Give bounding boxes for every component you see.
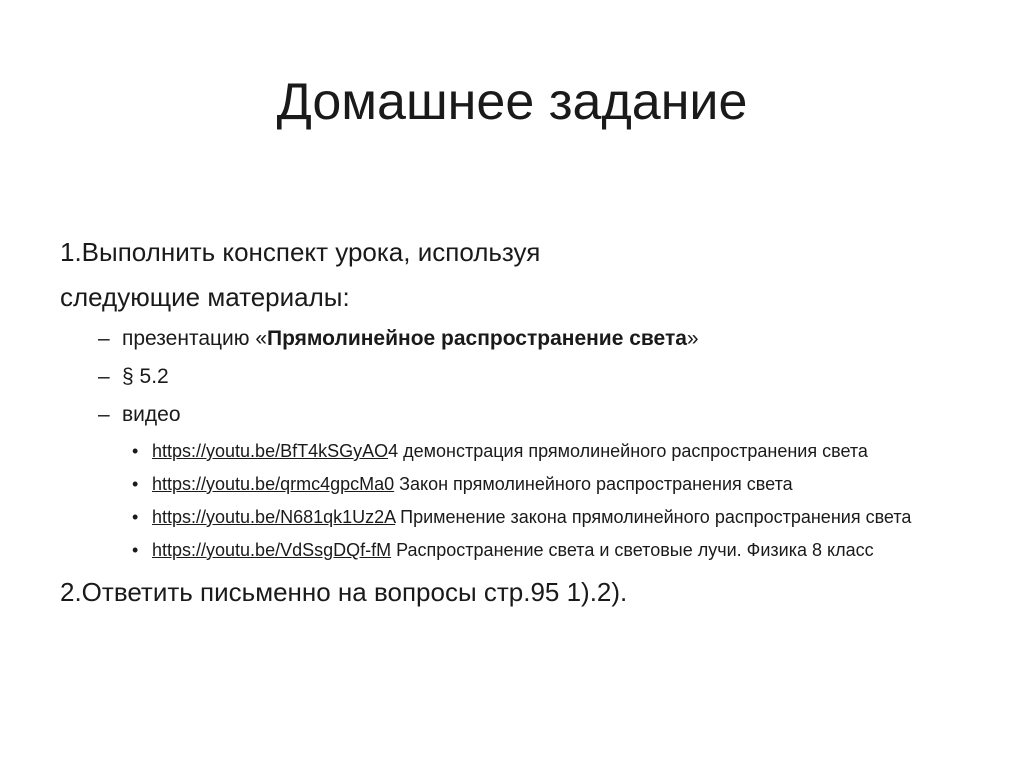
video-item-2 [132,471,980,498]
video-desc-3: Применение закона прямолинейного распространения света [395,507,912,527]
dash-marker: – [98,365,110,388]
material-paragraph-text: § 5.2 [122,365,169,388]
task-1-line-1: 1.Выполнить конспект урока, используя [60,237,541,267]
video-link-4[interactable]: https://youtu.be/VdSsgDQf-fM [152,540,392,560]
video-link-1-tail: 4 [388,441,399,461]
bullet-marker: • [132,441,139,461]
bullet-marker: • [132,540,139,560]
video-item-3 [132,504,980,531]
video-desc-2: Закон прямолинейного распространения света [394,474,793,494]
material-video-text: видео [122,403,181,426]
task-2: 2.Ответить письменно на вопросы стр.95 1).2). [60,577,628,607]
bullet-marker: • [132,474,139,494]
video-link-2[interactable]: https://youtu.be/qrmc4gpcMa0 [152,474,395,494]
video-desc-4: Распространение света и световые лучи. Физика 8 класс [391,540,874,560]
slide-title: Домашнее задание [276,73,748,131]
material-presentation-prefix: презентацию « [122,327,268,350]
material-video [98,396,980,434]
bullet-marker: • [132,507,139,527]
video-link-1[interactable]: https://youtu.be/BfT4kSGyAO [152,441,389,461]
task-1-line-2: следующие материалы: [60,282,350,312]
material-presentation-title: Прямолинейное распространение света [267,327,687,350]
material-paragraph [98,358,980,396]
dash-marker: – [98,403,110,426]
video-item-1 [132,438,980,465]
video-link-3[interactable]: https://youtu.be/N681qk1Uz2A [152,507,396,527]
dash-marker: – [98,327,110,350]
material-presentation-suffix: » [686,327,699,350]
material-presentation [98,320,980,358]
video-item-4 [132,537,980,564]
video-desc-1: демонстрация прямолинейного распространения света [398,441,868,461]
slide-content [60,230,980,615]
